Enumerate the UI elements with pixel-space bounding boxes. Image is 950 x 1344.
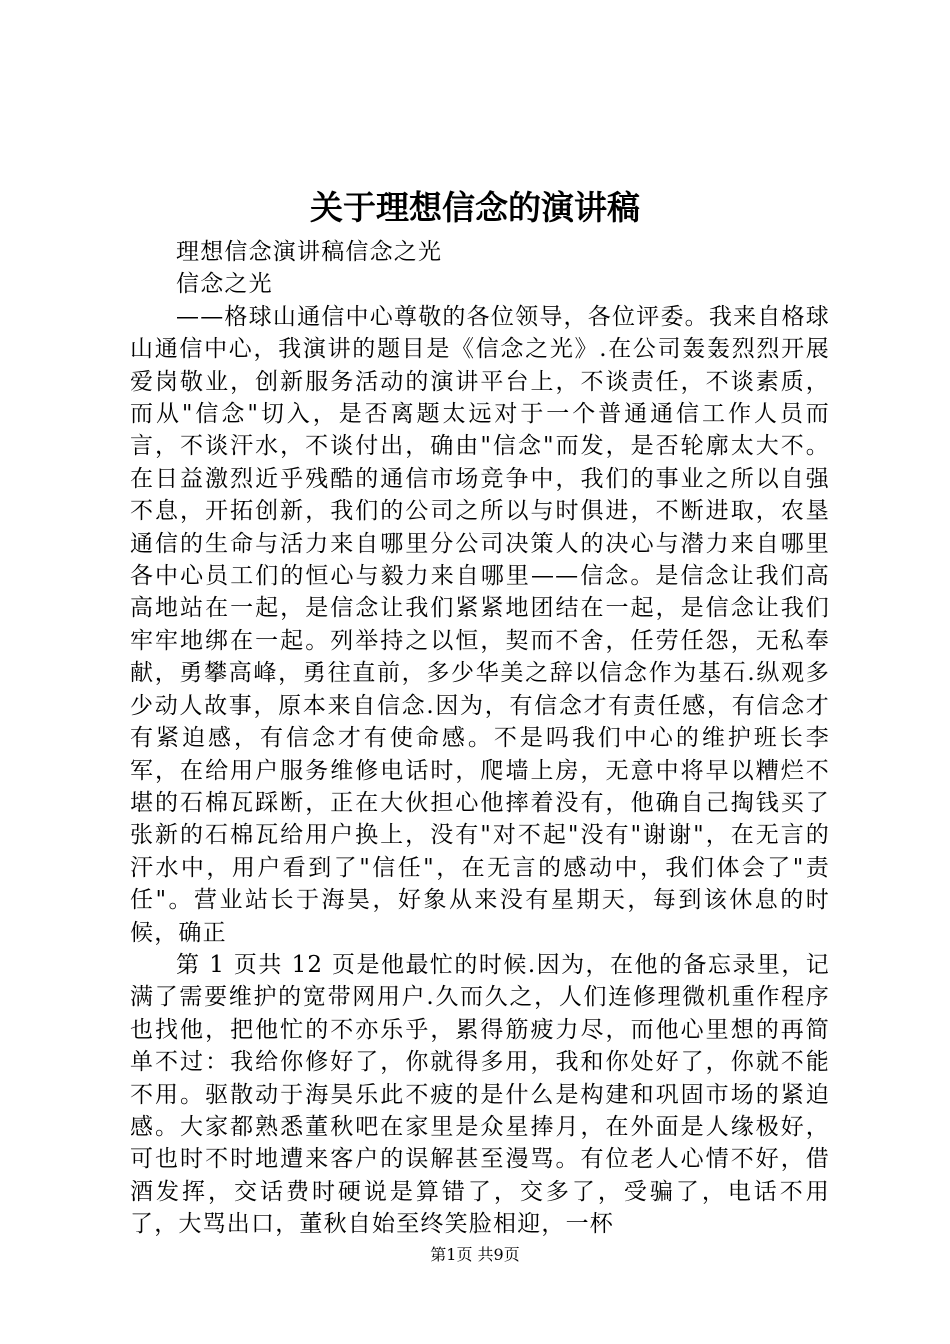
paragraph: ——格球山通信中心尊敬的各位领导，各位评委。我来自格球山通信中心，我演讲的题目是《信念之光》.在公司轰轰烈烈开展爱岗敬业，创新服务活动的演讲平台上，不谈责任，不谈素质，而从"信念"切入，是否离题太远对于一个普通通信工作人员而言，不谈汗水，不谈付出，确由"信念"而发，是否轮廓太大不。在日益激烈近乎残酷的通信市场竞争中，我们的事业之所以自强不息，开拓创新，我们的公司之所以与时俱进，不断进取，农垦通信的生命与活力来自哪里分公司决策人的决心与潜力来自哪里各中心员工们的恒心与毅力来自哪里——信念。是信念让我们高高地站在一起，是信念让我们紧紧地团结在一起，是信念让我们牢牢地绑在一起。列举持之以恒，契而不舍，任劳任怨，无私奉献，勇攀高峰，勇往直前，多少华美之辞以信念作为基石.纵观多少动人故事，原本来自信念.因为，有信念才有责任感，有信念才有紧迫感，有信念才有使命感。不是吗我们中心的维护班长李军，在给用户服务维修电话时，爬墙上房，无意中将早以糟烂不堪的石棉瓦踩断，正在大伙担心他摔着没有，他确自己掏钱买了张新的石棉瓦给用户换上，没有"对不起"没有"谢谢"，在无言的汗水中，用户看到了"信任"，在无言的感动中，我们体会了"责任"。营业站长于海昊，好象从来没有星期天，每到该休息的时候，确正	[130, 303, 830, 946]
paragraph: 理想信念演讲稿信念之光	[176, 239, 443, 265]
document-body	[130, 236, 830, 1241]
document-title: 关于理想信念的演讲稿	[310, 188, 640, 227]
page-footer: 第1页 共9页	[430, 1245, 520, 1264]
paragraph: 信念之光	[176, 271, 273, 298]
paragraph: 第 1 页共 12 页是他最忙的时候.因为，在他的备忘录里，记满了需要维护的宽带网用户.久而久之，人们连修理微机重作程序也找他，把他忙的不亦乐乎，累得筋疲力尽，而他心里想的再简单不过：我给你修好了，你就得多用，我和你处好了，你就不能不用。驱散动于海昊乐此不疲的是什么是构建和巩固市场的紧迫感。大家都熟悉董秋吧在家里是众星捧月，在外面是人缘极好，可也时不时地遭来客户的误解甚至漫骂。有位老人心情不好，借酒发挥，交话费时硬说是算错了，交多了，受骗了，电话不用了，大骂出口，董秋自始至终笑脸相迎，一杯	[130, 951, 830, 1238]
